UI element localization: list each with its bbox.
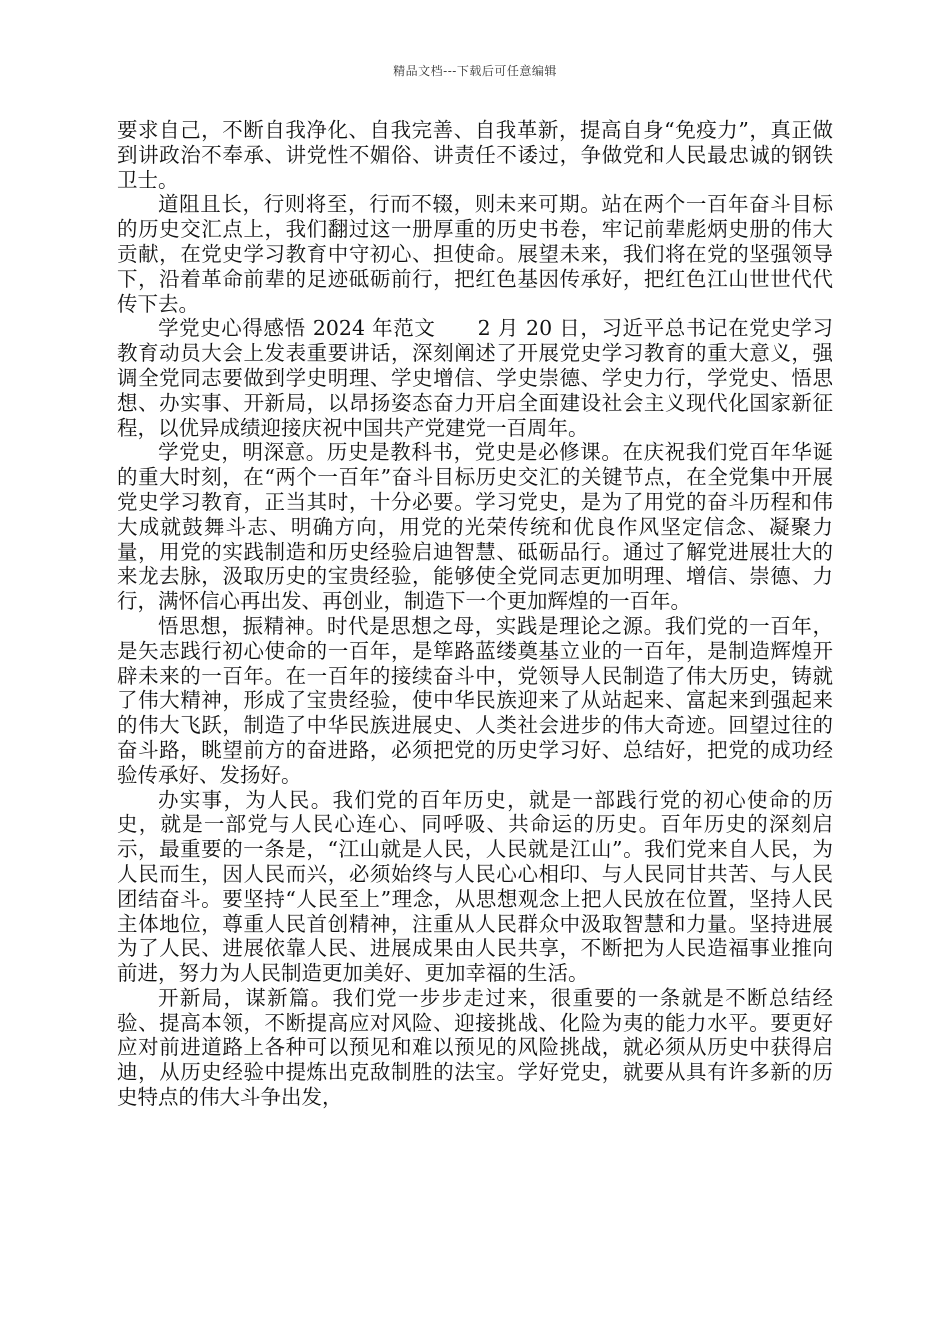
paragraph-3: 学党史心得感悟 2024 年范文 2 月 20 日，习近平总书记在党史学习教育动员大会上发表重要讲话，深刻阐述了开展党史学习教育的重大意义，强调全党同志要做到学史明理、学史增信、学史崇德、学史力行，学党史、悟思想、办实事、开新局，以昂扬姿态奋力开启全面建设社会主义现代化国家新征程，以优异成绩迎接庆祝中国共产党建党一百周年。 (117, 316, 833, 440)
paragraph-6: 办实事，为人民。我们党的百年历史，就是一部践行党的初心使命的历史，就是一部党与人民心连心、同呼吸、共命运的历史。百年历史的深刻启示，最重要的一条是，“江山就是人民，人民就是江山”。我们党来自人民，为人民而生，因人民而兴，必须始终与人民心心相印、与人民同甘共苦、与人民团结奋斗。要坚持“人民至上”理念，从思想观念上把人民放在位置，坚持人民主体地位，尊重人民首创精神，注重从人民群众中汲取智慧和力量。坚持进展为了人民、进展依靠人民、进展成果由人民共享，不断把为人民造福事业推向前进，努力为人民制造更加美好、更加幸福的生活。 (117, 787, 833, 986)
paragraph-2: 道阻且长，行则将至，行而不辍，则未来可期。站在两个一百年奋斗目标的历史交汇点上，我们翻过这一册厚重的历史书卷，牢记前辈彪炳史册的伟大贡献，在党史学习教育中守初心、担使命。展望未来，我们将在党的坚强领导下，沿着革命前辈的足迹砥砺前行，把红色基因传承好，把红色江山世世代代传下去。 (117, 192, 833, 316)
document-body (117, 118, 833, 1110)
page-header: 精品文档---下载后可任意编辑 (393, 64, 557, 78)
paragraph-7: 开新局，谋新篇。我们党一步步走过来，很重要的一条就是不断总结经验、提高本领，不断提高应对风险、迎接挑战、化险为夷的能力水平。要更好应对前进道路上各种可以预见和难以预见的风险挑战，就必须从历史中获得启迪，从历史经验中提炼出克敌制胜的法宝。学好党史，就要从具有许多新的历史特点的伟大斗争出发， (117, 985, 833, 1110)
paragraph-4: 学党史，明深意。历史是教科书，党史是必修课。在庆祝我们党百年华诞的重大时刻，在“两个一百年”奋斗目标历史交汇的关键节点，在全党集中开展党史学习教育，正当其时，十分必要。学习党史，是为了用党的奋斗历程和伟大成就鼓舞斗志、明确方向，用党的光荣传统和优良作风坚定信念、凝聚力量，用党的实践制造和历史经验启迪智慧、砥砺品行。通过了解党进展壮大的来龙去脉，汲取历史的宝贵经验，能够使全党同志更加明理、增信、崇德、力行，满怀信心再出发、再创业，制造下一个更加辉煌的一百年。 (117, 440, 833, 614)
paragraph-5: 悟思想，振精神。时代是思想之母，实践是理论之源。我们党的一百年，是矢志践行初心使命的一百年，是筚路蓝缕奠基立业的一百年，是制造辉煌开辟未来的一百年。在一百年的接续奋斗中，党领导人民制造了伟大历史，铸就了伟大精神，形成了宝贵经验，使中华民族迎来了从站起来、富起来到强起来的伟大飞跃，制造了中华民族进展史、人类社会进步的伟大奇迹。回望过往的奋斗路，眺望前方的奋进路，必须把党的历史学习好、总结好，把党的成功经验传承好、发扬好。 (117, 613, 833, 787)
paragraph-1: 要求自己，不断自我净化、自我完善、自我革新，提高自身“免疫力”，真正做到讲政治不奉承、讲党性不媚俗、讲责任不诿过，争做党和人民最忠诚的钢铁卫士。 (117, 118, 833, 192)
